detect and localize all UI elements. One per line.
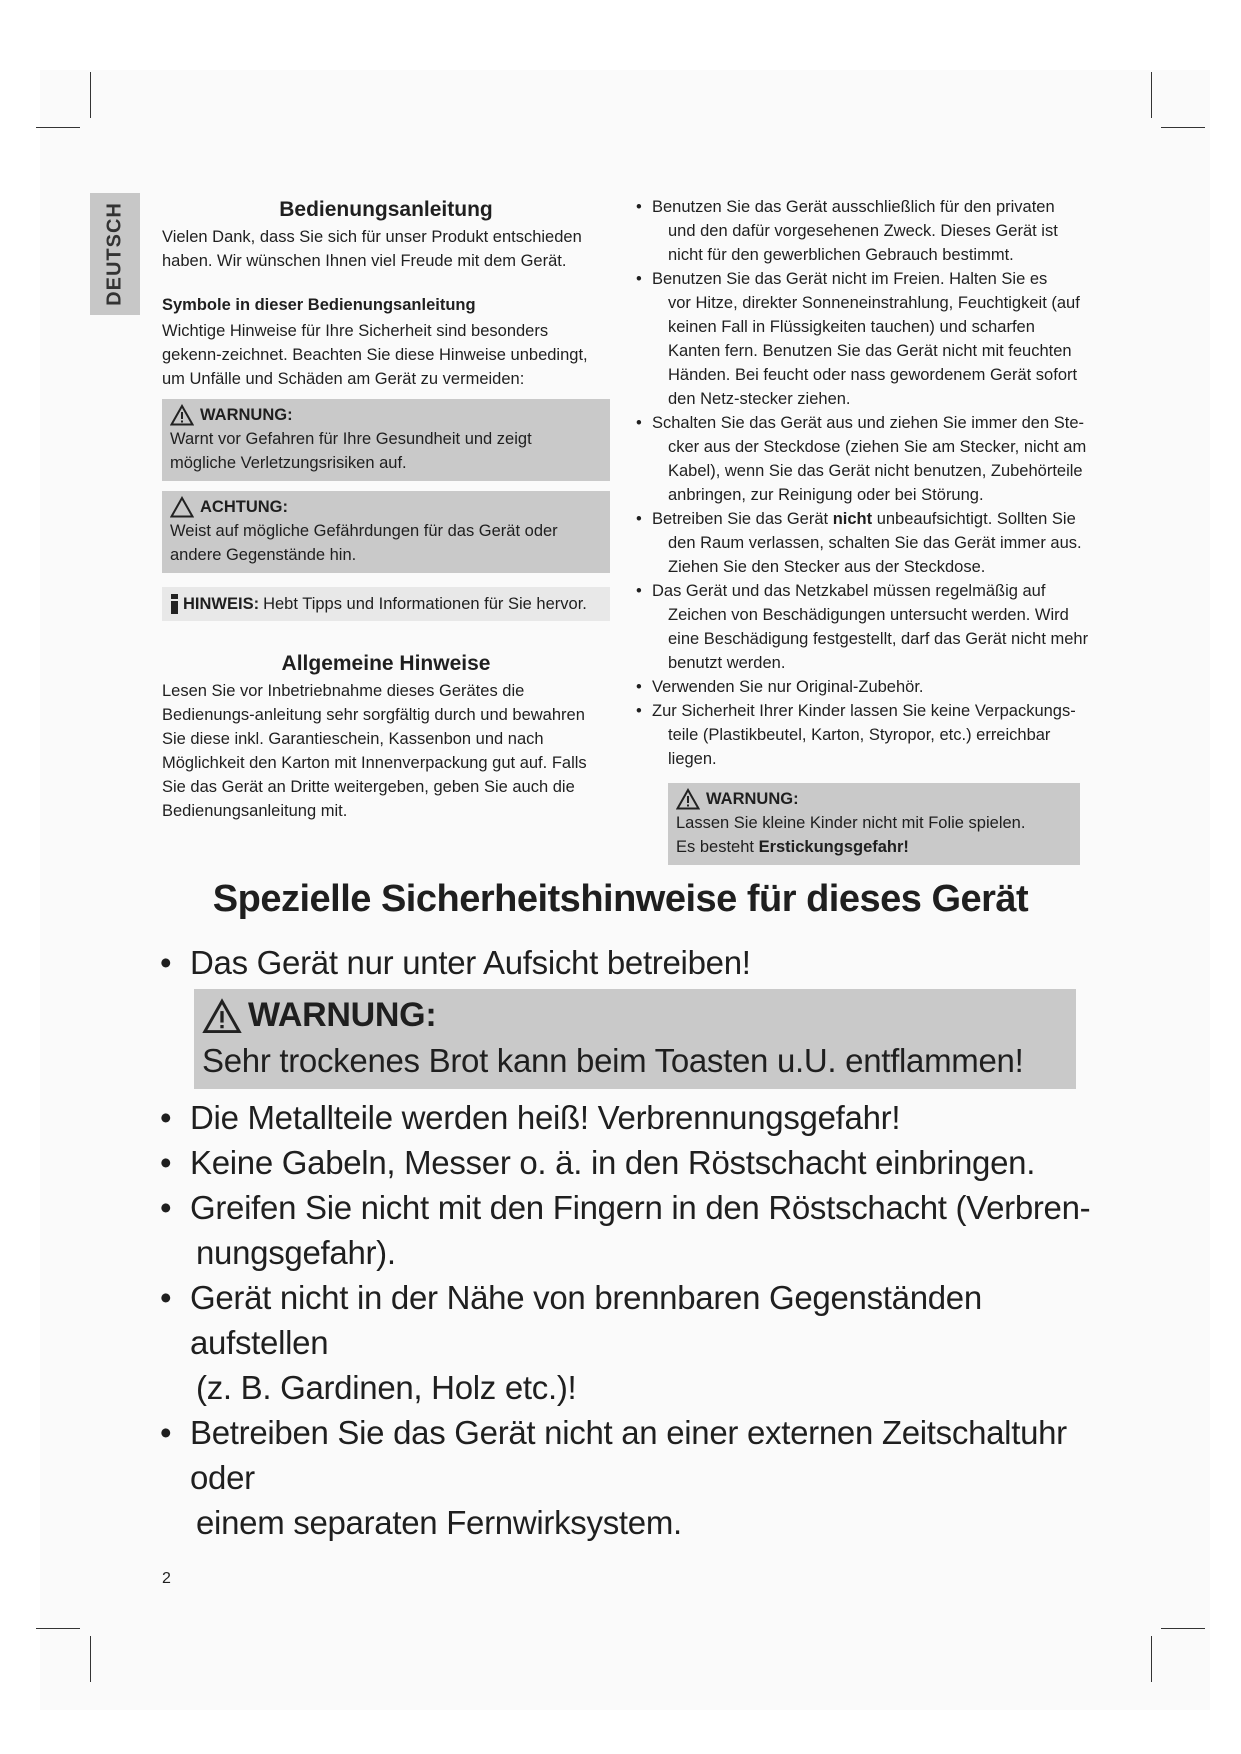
caution-triangle-icon	[170, 496, 194, 518]
warning-title: WARNUNG:	[248, 996, 437, 1034]
toast-warning-box	[194, 989, 1076, 1089]
language-label: DEUTSCH	[103, 202, 126, 306]
symbols-heading: Symbole in dieser Bedienungsanleitung	[162, 296, 476, 314]
warning-title: WARNUNG:	[200, 406, 293, 424]
special-list	[160, 1095, 1100, 1545]
hint-title: HINWEIS:	[183, 595, 260, 613]
crop-mark	[90, 72, 91, 118]
special-list	[160, 940, 1100, 985]
right-column	[636, 195, 1091, 865]
warning-title: WARNUNG:	[706, 790, 799, 808]
left-column	[162, 195, 610, 823]
warning-box	[162, 399, 610, 481]
hint-box	[162, 587, 610, 621]
hint-text: Hebt Tipps und Informationen für Sie hervor.	[263, 595, 587, 613]
list-item: • Gerät nicht in der Nähe von brennbaren Gegenständen aufstellen (z. B. Gardinen, Holz etc.)!	[160, 1275, 1100, 1410]
list-item: • Betreiben Sie das Gerät nicht an einer externen Zeitschaltuhr oder einem separaten Fernwirksystem.	[160, 1410, 1100, 1545]
crop-mark	[1151, 72, 1152, 118]
list-item: • Benutzen Sie das Gerät nicht im Freien. Halten Sie es vor Hitze, direkter Sonneneinstrahlung, Feuchtigkeit (auf keinen Fall in Flüssigkeiten tauchen) und scharfen Kanten fern. Benutzen Sie das Gerät nicht mit feuchten Händen. Bei feucht oder nass gewordenem Gerät sofort den Netz-stecker ziehen.	[636, 267, 1091, 411]
crop-mark	[1161, 1628, 1205, 1629]
symbols-text: Wichtige Hinweise für Ihre Sicherheit sind besonders gekenn-zeichnet. Beachten Sie diese Hinweise unbedingt, um Unfälle und Schäden am Gerät zu vermeiden:	[162, 322, 588, 388]
caution-text: Weist auf mögliche Gefährdungen für das Gerät oder andere Gegenstände hin.	[170, 522, 558, 564]
list-item: • Das Gerät nur unter Aufsicht betreiben!	[160, 940, 1100, 985]
list-item: • Benutzen Sie das Gerät ausschließlich für den privaten und den dafür vorgesehenen Zweck. Dieses Gerät ist nicht für den gewerblichen Gebrauch bestimmt.	[636, 195, 1091, 267]
list-item: • Die Metallteile werden heiß! Verbrennungsgefahr!	[160, 1095, 1100, 1140]
info-icon	[170, 594, 179, 614]
caution-box	[162, 491, 610, 573]
special-section	[160, 940, 1100, 1545]
list-item: • Verwenden Sie nur Original-Zubehör.	[636, 675, 1091, 699]
list-item: • Das Gerät und das Netzkabel müssen regelmäßig auf Zeichen von Beschädigungen untersucht werden. Wird eine Beschädigung festgestellt, darf das Gerät nicht mehr benutzt werden.	[636, 579, 1091, 675]
language-tab	[90, 193, 140, 315]
list-item: • Zur Sicherheit Ihrer Kinder lassen Sie keine Verpackungs- teile (Plastikbeutel, Karton, Styropor, etc.) erreichbar liegen.	[636, 699, 1091, 771]
crop-mark	[1161, 127, 1205, 128]
warning-triangle-icon	[170, 404, 194, 426]
warning-line: Lassen Sie kleine Kinder nicht mit Folie spielen.	[676, 814, 1026, 832]
warning-line: Es besteht Erstickungsgefahr!	[676, 838, 909, 856]
list-item: • Greifen Sie nicht mit den Fingern in den Röstschacht (Verbren- nungsgefahr).	[160, 1185, 1100, 1275]
intro-text: Vielen Dank, dass Sie sich für unser Produkt entschieden haben. Wir wünschen Ihnen viel Freude mit dem Gerät.	[162, 228, 582, 270]
general-title: Allgemeine Hinweise	[281, 652, 491, 675]
warning-triangle-icon	[676, 788, 700, 810]
list-item: • Schalten Sie das Gerät aus und ziehen Sie immer den Ste- cker aus der Steckdose (ziehen Sie am Stecker, nicht am Kabel), wenn Sie das Gerät nicht benutzen, Zubehörteile anbringen, zur Reinigung oder bei Störung.	[636, 411, 1091, 507]
special-title: Spezielle Sicherheitshinweise für dieses Gerät	[212, 878, 1029, 920]
crop-mark	[36, 1628, 80, 1629]
page-number: 2	[162, 1570, 171, 1587]
warning-triangle-icon	[202, 998, 242, 1034]
list-item: • Betreiben Sie das Gerät nicht unbeaufsichtigt. Sollten Sie den Raum verlassen, schalten Sie das Gerät immer aus. Ziehen Sie den Stecker aus der Steckdose.	[636, 507, 1091, 579]
manual-title: Bedienungsanleitung	[279, 198, 493, 221]
crop-mark	[36, 127, 80, 128]
child-warning-box	[668, 783, 1080, 865]
safety-list	[636, 195, 1091, 771]
general-text: Lesen Sie vor Inbetriebnahme dieses Gerätes die Bedienungs-anleitung sehr sorgfältig durch und bewahren Sie diese inkl. Garantieschein, Kassenbon und nach Möglichkeit den Karton mit Innenverpackung gut auf. Falls Sie das Gerät an Dritte weitergeben, geben Sie auch die Bedienungsanleitung mit.	[162, 682, 587, 820]
warning-text: Sehr trockenes Brot kann beim Toasten u.U. entflammen!	[202, 1042, 1024, 1079]
caution-title: ACHTUNG:	[200, 498, 288, 516]
warning-text: Warnt vor Gefahren für Ihre Gesundheit und zeigt mögliche Verletzungsrisiken auf.	[170, 430, 532, 472]
crop-mark	[90, 1636, 91, 1682]
list-item: • Keine Gabeln, Messer o. ä. in den Röstschacht einbringen.	[160, 1140, 1100, 1185]
crop-mark	[1151, 1636, 1152, 1682]
